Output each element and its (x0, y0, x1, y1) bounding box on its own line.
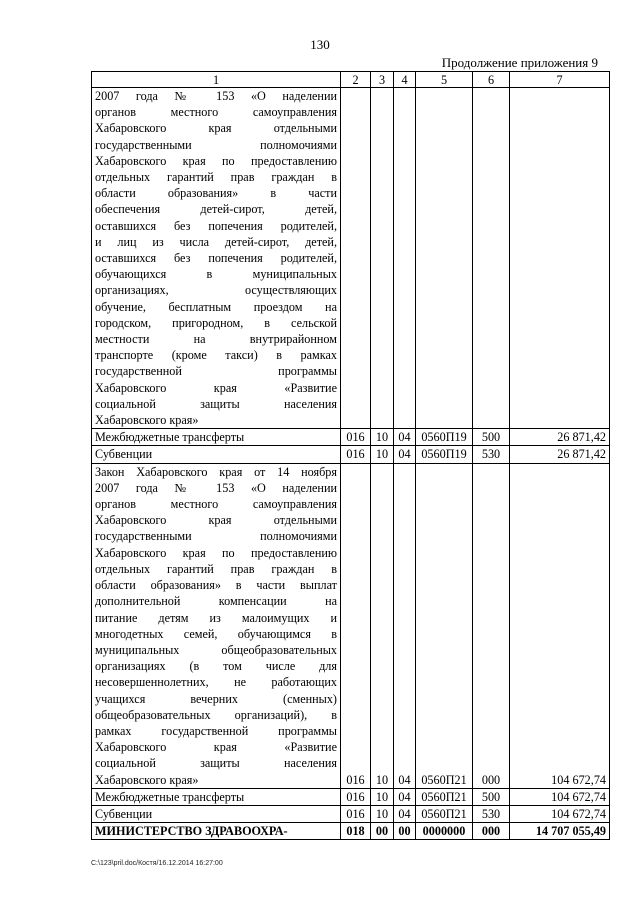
expense-type-cell (473, 88, 510, 429)
admin-code-cell: 016 (341, 429, 371, 446)
table-row (92, 805, 610, 822)
column-header: 7 (510, 72, 610, 88)
amount-cell: 26 871,42 (510, 429, 610, 446)
column-header: 1 (92, 72, 341, 88)
section-cell (371, 88, 394, 429)
table-row (92, 463, 610, 788)
row-description (92, 788, 341, 805)
amount-cell: 104 672,74 (510, 463, 610, 788)
admin-code-cell: 016 (341, 805, 371, 822)
target-article-cell: 0560П19 (416, 429, 473, 446)
expense-type-cell: 000 (473, 823, 510, 840)
description-line: Хабаровского края» (95, 413, 199, 428)
target-article-cell: 0000000 (416, 823, 473, 840)
description-line: Закон Хабаровского края от 14 ноября (95, 464, 337, 479)
description-line: Субвенции (95, 806, 153, 821)
file-path-footer: C:\123\pril.doc/Костя/16.12.2014 16:27:00 (91, 860, 223, 867)
subsection-cell: 04 (394, 446, 416, 463)
description-line: отдельных гарантий прав граждан в (95, 561, 337, 576)
subsection-cell: 00 (394, 823, 416, 840)
section-cell: 10 (371, 463, 394, 788)
description-line: транспорте (кроме такси) в рамках (95, 348, 337, 363)
description-line: государственной программы (95, 364, 337, 379)
description-line: государственными полномочиями (95, 529, 337, 544)
description-line: Хабаровского края отдельными (95, 513, 337, 528)
target-article-cell (416, 88, 473, 429)
description-line: обучающихся в муниципальных (95, 267, 337, 282)
amount-cell: 104 672,74 (510, 788, 610, 805)
row-description (92, 805, 341, 822)
page-number: 130 (310, 37, 330, 52)
description-line: питание детям из малоимущих и (95, 610, 337, 625)
expense-type-cell: 500 (473, 429, 510, 446)
row-description (92, 446, 341, 463)
description-line: рамках государственной программы (95, 723, 337, 738)
description-line: Субвенции (95, 447, 153, 462)
row-description (92, 823, 341, 840)
description-line: 2007 года № 153 «О наделении (95, 480, 337, 495)
description-line: 2007 года № 153 «О наделении (95, 89, 337, 103)
admin-code-cell: 016 (341, 446, 371, 463)
header-row (92, 72, 610, 88)
column-header: 2 (341, 72, 371, 88)
amount-cell: 14 707 055,49 (510, 823, 610, 840)
description-line: Межбюджетные трансферты (95, 430, 245, 445)
subsection-cell: 04 (394, 788, 416, 805)
table-row (92, 88, 610, 429)
column-header: 4 (394, 72, 416, 88)
row-description (92, 429, 341, 446)
target-article-cell: 0560П21 (416, 463, 473, 788)
description-line: государственными полномочиями (95, 137, 337, 152)
subsection-cell (394, 88, 416, 429)
admin-code-cell (341, 88, 371, 429)
description-line: несовершеннолетних, не работающих (95, 675, 337, 690)
table-row (92, 823, 610, 840)
subsection-cell: 04 (394, 463, 416, 788)
column-header: 6 (473, 72, 510, 88)
description-line: Хабаровского края» (95, 772, 199, 787)
description-line: органов местного самоуправления (95, 497, 337, 512)
description-line: области образования» в части (95, 186, 337, 201)
description-line: муниципальных общеобразовательных (95, 642, 337, 657)
description-line: местности на внутрирайонном (95, 332, 337, 347)
description-line: и лиц из числа детей-сирот, детей, (95, 234, 337, 249)
description-line: Хабаровского края «Развитие (95, 740, 337, 755)
description-line: дополнительной компенсации на (95, 594, 337, 609)
admin-code-cell: 016 (341, 788, 371, 805)
expense-type-cell: 530 (473, 805, 510, 822)
description-line: оставшихся без попечения родителей, (95, 251, 337, 266)
description-line: органов местного самоуправления (95, 105, 337, 120)
description-line: отдельных гарантий прав граждан в (95, 170, 337, 185)
target-article-cell: 0560П21 (416, 788, 473, 805)
amount-cell (510, 88, 610, 429)
description-line: области образования» в части выплат (95, 578, 337, 593)
description-line: Хабаровского края «Развитие (95, 380, 337, 395)
target-article-cell: 0560П21 (416, 805, 473, 822)
amount-cell: 104 672,74 (510, 805, 610, 822)
description-line: общеобразовательных организаций), в (95, 707, 337, 722)
column-header: 5 (416, 72, 473, 88)
description-line: МИНИСТЕРСТВО ЗДРАВООХРА- (95, 824, 288, 839)
subsection-cell: 04 (394, 429, 416, 446)
table-row (92, 788, 610, 805)
section-cell: 10 (371, 788, 394, 805)
table-body (92, 88, 610, 840)
description-line: социальной защиты населения (95, 756, 337, 771)
description-line: многодетных семей, обучающимся в (95, 626, 337, 641)
section-cell: 10 (371, 805, 394, 822)
description-line: учащихся вечерних (сменных) (95, 691, 337, 706)
description-line: организациях (в том числе для (95, 659, 337, 674)
description-line: социальной защиты населения (95, 396, 337, 411)
budget-table (91, 71, 610, 840)
admin-code-cell: 016 (341, 463, 371, 788)
section-cell: 00 (371, 823, 394, 840)
expense-type-cell: 000 (473, 463, 510, 788)
expense-type-cell: 500 (473, 788, 510, 805)
section-cell: 10 (371, 429, 394, 446)
description-line: организациях, осуществляющих (95, 283, 337, 298)
row-description (92, 463, 341, 788)
appendix-continuation-label: Продолжение приложения 9 (441, 55, 598, 70)
description-line: обеспечения детей-сирот, детей, (95, 202, 337, 217)
expense-type-cell: 530 (473, 446, 510, 463)
description-line: Межбюджетные трансферты (95, 789, 245, 804)
description-line: Хабаровского края по предоставлению (95, 153, 337, 168)
description-line: городском, пригородном, в сельской (95, 315, 337, 330)
row-description (92, 88, 341, 429)
column-header: 3 (371, 72, 394, 88)
target-article-cell: 0560П19 (416, 446, 473, 463)
subsection-cell: 04 (394, 805, 416, 822)
table-row (92, 429, 610, 446)
section-cell: 10 (371, 446, 394, 463)
description-line: Хабаровского края отдельными (95, 121, 337, 136)
admin-code-cell: 018 (341, 823, 371, 840)
description-line: обучение, бесплатным проездом на (95, 299, 337, 314)
description-line: оставшихся без попечения родителей, (95, 218, 337, 233)
table-row (92, 446, 610, 463)
description-line: Хабаровского края по предоставлению (95, 545, 337, 560)
amount-cell: 26 871,42 (510, 446, 610, 463)
